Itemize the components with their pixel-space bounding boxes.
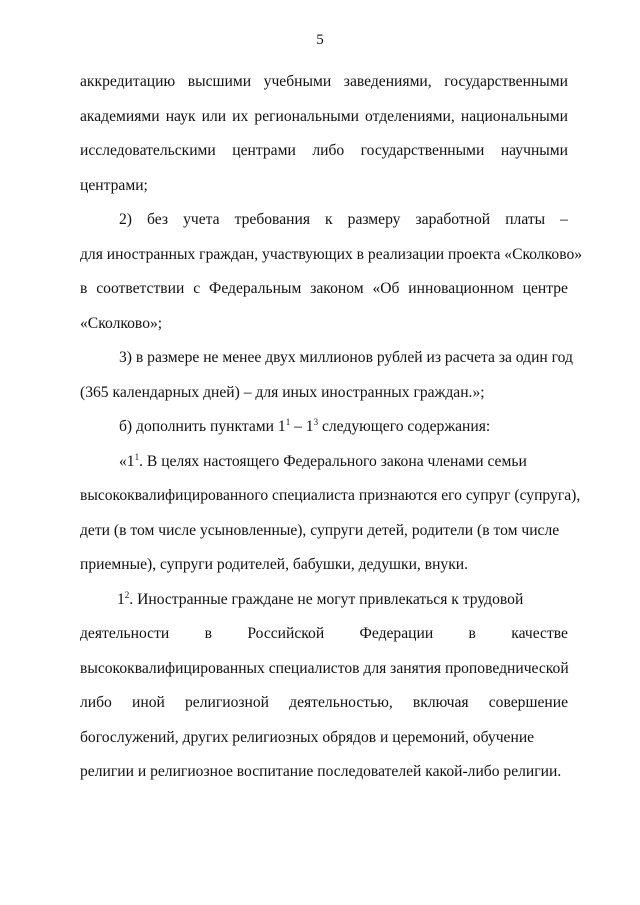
text-line <box>80 72 568 92</box>
text-line <box>80 624 568 644</box>
word: или <box>201 108 227 125</box>
word: академиями <box>80 108 160 125</box>
word: деятельностью, <box>289 694 393 711</box>
text-line <box>80 279 568 299</box>
text-line: 3) в размере не менее двух миллионов рублей из расчета за один год <box>119 349 573 366</box>
word: их <box>232 108 249 125</box>
superscript: 3 <box>313 416 319 427</box>
superscript: 2 <box>124 589 130 600</box>
word: 2) <box>119 211 132 228</box>
word: соответствии <box>96 280 185 297</box>
text-fragment: – 1 <box>290 418 314 435</box>
word: учета <box>183 211 220 228</box>
word: требования <box>234 211 310 228</box>
word: государственными <box>444 73 568 90</box>
text-line: дети (в том числе усыновленные), супруги детей, родители (в том числе <box>80 522 560 539</box>
text-line <box>117 590 568 610</box>
text-line: «Сколково»; <box>80 315 163 332</box>
word: «Об <box>372 280 400 297</box>
word: в <box>468 625 476 642</box>
word: качестве <box>511 625 568 642</box>
text-line <box>80 693 568 713</box>
word: размеру <box>347 211 401 228</box>
word: национальными <box>460 108 568 125</box>
superscript: 1 <box>134 451 140 462</box>
word: законом <box>310 280 364 297</box>
word: либо <box>312 142 345 159</box>
word: Российской <box>247 625 325 642</box>
word: центрами <box>232 142 296 159</box>
word: центре <box>522 280 568 297</box>
superscript: 1 <box>285 416 291 427</box>
text-line: приемные), супруги родителей, бабушки, дедушки, внуки. <box>80 556 469 573</box>
word: высшими <box>187 73 252 90</box>
word: научными <box>500 142 568 159</box>
text-fragment: . Иностранные граждане не могут привлекаться к трудовой <box>129 591 524 608</box>
page-number: 5 <box>316 32 324 48</box>
word: – <box>560 211 568 228</box>
word: исследовательскими <box>80 142 216 159</box>
word: региональными <box>254 108 359 125</box>
text-line <box>119 417 568 437</box>
text-line <box>119 210 568 230</box>
word: религиозной <box>184 694 270 711</box>
word: заработной <box>415 211 491 228</box>
text-fragment: «1 <box>119 453 135 470</box>
word: заведениями, <box>343 73 432 90</box>
word: учебными <box>263 73 332 90</box>
word: либо <box>80 694 112 711</box>
text-line <box>119 452 568 472</box>
word: наук <box>165 108 196 125</box>
word: к <box>325 211 333 228</box>
word: включая <box>412 694 469 711</box>
word: аккредитацию <box>80 73 176 90</box>
word: без <box>147 211 169 228</box>
word: иной <box>132 694 165 711</box>
word: деятельности <box>80 625 170 642</box>
word: платы <box>505 211 546 228</box>
text-line: высококвалифицированных специалистов для занятия проповеднической <box>80 660 569 677</box>
text-line: для иностранных граждан, участвующих в реализации проекта «Сколково» <box>80 246 583 263</box>
word: Федерации <box>359 625 434 642</box>
word: в <box>204 625 212 642</box>
text-fragment: б) дополнить пунктами 1 <box>119 418 286 435</box>
text-line: высококвалифицированного специалиста признаются его супруг (супруга), <box>80 487 581 504</box>
text-line: (365 календарных дней) – для иных иностранных граждан.»; <box>80 384 485 401</box>
text-line <box>80 107 568 127</box>
text-line: центрами; <box>80 177 148 194</box>
text-line <box>80 141 568 161</box>
text-fragment: . В целях настоящего Федерального закона членами семьи <box>139 453 527 470</box>
word: совершение <box>488 694 568 711</box>
word: Федеральным <box>209 280 302 297</box>
text-fragment: 1 <box>117 591 125 608</box>
word: государственными <box>360 142 485 159</box>
word: инновационном <box>408 280 514 297</box>
text-fragment: следующего содержания: <box>318 418 491 435</box>
word: с <box>193 280 201 297</box>
text-line: религии и религиозное воспитание последователей какой-либо религии. <box>80 763 562 780</box>
word: отделениями, <box>365 108 455 125</box>
text-line: богослужений, других религиозных обрядов и церемоний, обучение <box>80 729 535 746</box>
word: в <box>80 280 88 297</box>
